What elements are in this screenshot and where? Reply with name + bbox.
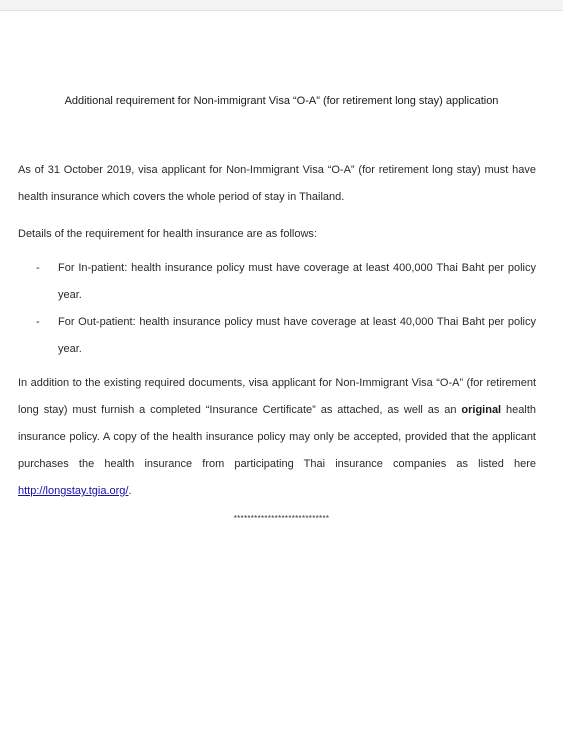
document-page <box>0 11 563 750</box>
requirements-paragraph <box>18 370 536 505</box>
requirements-text-1: In addition to the existing required documents, visa applicant for Non-Immigrant Visa “O-A” (for retirement long stay) must furnish a completed “Insurance Certificate” as attached, as well as an <box>18 377 536 416</box>
page-title: Additional requirement for Non-immigrant Visa “O-A” (for retirement long stay) application <box>64 95 499 107</box>
original-emphasis: original <box>461 404 502 416</box>
bullet-text: For Out-patient: health insurance policy must have coverage at least 40,000 Thai Baht per policy year. <box>58 316 536 355</box>
separator-stars: **************************** <box>233 514 330 523</box>
requirements-text-end: . <box>128 485 132 497</box>
bullet-dash: - <box>36 262 40 274</box>
longstay-link[interactable]: http://longstay.tgia.org/ <box>18 485 129 497</box>
intro-paragraph: As of 31 October 2019, visa applicant for Non-Immigrant Visa “O-A” (for retirement long stay) must have health insurance which covers the whole period of stay in Thailand. <box>18 164 536 203</box>
requirements-text-2: health insurance policy. A copy of the health insurance policy may only be accepted, provided that the applicant purchases the health insurance from participating Thai insurance companies as listed here <box>18 404 536 470</box>
bullet-text: For In-patient: health insurance policy must have coverage at least 400,000 Thai Baht per policy year. <box>58 262 536 301</box>
bullet-dash: - <box>36 316 40 328</box>
viewer-top-bar <box>0 0 563 11</box>
details-paragraph: Details of the requirement for health insurance are as follows: <box>18 228 317 240</box>
